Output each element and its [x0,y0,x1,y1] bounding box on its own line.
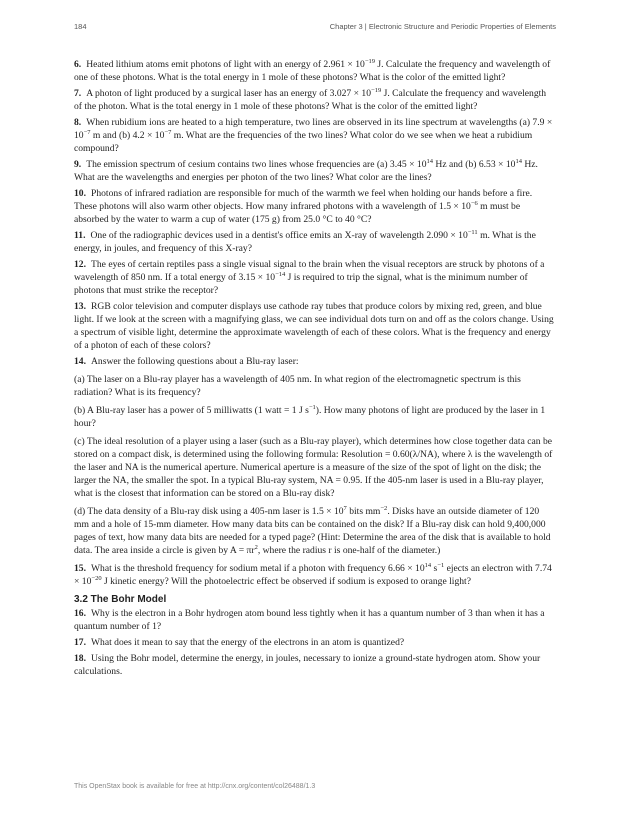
question-item [74,373,556,399]
question-number: 7. [74,88,82,99]
question-number: 13. [74,301,86,312]
superscript: −20 [91,575,102,582]
superscript: −14 [275,271,286,278]
superscript: 14 [426,158,434,165]
question-14-subparts [74,373,556,557]
question-number: 6. [74,59,82,70]
question-text: Using the Bohr model, determine the energy, in joules, necessary to ionize a ground-state hydrogen atom. Show your calculations. [74,653,541,677]
question-item [74,652,556,678]
superscript: 14 [515,158,522,165]
page-footer: This OpenStax book is available for free at http://cnx.org/content/col26488/1.3 [74,783,316,790]
question-item [74,355,556,368]
question-text: A photon of light produced by a surgical laser has an energy of $3.027 \times 10^{-19}$ J. Calculate the frequency and wavelength of the photon. What is the total energy in 1 mole of these photons? What is the color of the emitted light? [74,87,547,112]
question-text: The eyes of certain reptiles pass a single visual signal to the brain when the visual receptors are struck by photons of a wavelength of 850 nm. If a total energy of $3.15 \times 10^{-14}$ J is required to trip the signal, what is the minimum number of photons that must strike the receptor? [74,259,545,296]
question-number: 16. [74,608,86,619]
question-text: When rubidium ions are heated to a high temperature, two lines are observed in its line spectrum at wavelengths (a) $7.9 \times 10^{-7}$ m and (b) $4.2 \times 10^{-7}$ m. What are the frequencies of the two lines? What color do we see when we heat a rubidium compound? [74,117,553,154]
question-item [74,435,556,500]
question-text: One of the radiographic devices used in a dentist's office emits an X-ray of wavelength $2.090 \times 10^{-11}$ m. What is the energy, in joules, and frequency of this X-ray? [74,229,536,254]
superscript: −19 [364,58,375,65]
superscript: 7 [343,505,347,512]
question-item [74,636,556,649]
question-item [74,158,556,184]
question-item [74,87,556,113]
superscript: −1 [308,404,316,411]
superscript: 2 [254,544,258,551]
section-title: 3.2 The Bohr Model [74,594,167,605]
superscript: −7 [83,129,91,136]
superscript: 14 [424,562,432,569]
question-item [74,404,556,430]
superscript: −11 [467,229,478,236]
question-text: (d) The data density of a Blu-ray disk using a 405-nm laser is $1.5 \times 10^7$ bits $mm^{-2}$. Disks have an outside diameter of 120 mm and a hole of 15-mm diameter. How many data bits can be contained on the disk? If a Blu-ray disk can hold 9,400,000 pages of text, how many data bits are needed for a typed page? (Hint: Determine the area of the disk that is available to hold data. The area inside a circle is given by $A = \pi r^2$, where the radius r is one-half of the diameter.) [74,505,551,556]
question-number: 9. [74,159,82,170]
superscript: −19 [371,87,382,94]
question-item [74,505,556,557]
question-text: Heated lithium atoms emit photons of light with an energy of $2.961 \times 10^{-19}$ J. Calculate the frequency and wavelength of one of these photons. What is the total energy in 1 mole of these photons? What is the color of the emitted light? [74,58,551,83]
superscript: −2 [380,505,388,512]
question-item [74,116,556,155]
question-number: 15. [74,563,86,574]
question-text: What is the threshold frequency for sodium metal if a photon with frequency $6.66 \times 10^{14}$ $s^{-1}$ ejects an electron with $7.74 \times 10^{-20}$ J kinetic energy? Will the photoelectric effect be observed if sodium is exposed to orange light? [74,562,552,587]
question-text: (b) A Blu-ray laser has a power of 5 milliwatts (1 watt = 1 J $s^{-1}$). How many photons of light are produced by the laser in 1 hour? [74,404,546,429]
superscript: −6 [470,200,478,207]
question-number: 11. [74,230,86,241]
question-text: Photons of infrared radiation are responsible for much of the warmth we feel when holding our hands before a fire. These photons will also warm other objects. How many infrared photons with a wavelength of $1.5 \times 10^{-6}$ m must be absorbed by the water to warm a cup of water (175 g) from 25.0 °C to 40 °C? [74,188,533,225]
question-text: Why is the electron in a Bohr hydrogen atom bound less tightly when it has a quantum number of 3 than when it has a quantum number of 1? [74,608,545,632]
superscript: −1 [437,562,445,569]
question-text: (a) The laser on a Blu-ray player has a wavelength of 405 nm. In what region of the electromagnetic spectrum is this radiation? What is its frequency? [74,374,521,398]
question-item [74,300,556,352]
question-number: 17. [74,637,86,648]
question-number: 18. [74,653,86,664]
chapter-title: Chapter 3 | Electronic Structure and Periodic Properties of Elements [329,22,556,31]
question-item [74,229,556,255]
question-15 [74,562,556,588]
question-item [74,58,556,84]
question-number: 8. [74,117,82,128]
page-number: 184 [74,22,87,31]
question-text: RGB color television and computer displays use cathode ray tubes that produce colors by mixing red, green, and blue light. If we look at the screen with a magnifying glass, we can see individual dots turn on and off as the colors change. Using a spectrum of visible light, determine the approximate wavelength of each of these colors. What is the frequency and energy of a photon of each of these colors? [74,301,554,351]
question-text: Answer the following questions about a Blu-ray laser: [91,356,299,367]
superscript: −7 [164,129,172,136]
question-text: (c) The ideal resolution of a player using a laser (such as a Blu-ray player), which determines how close together data can be stored on a compact disk, is determined using the following formula: Resolution = 0.60(λ/NA), where λ is the wavelength of the laser and NA is the numerical aperture. Numerical aperture is a measure of the size of the spot of light on the disk; the larger the NA, the smaller the spot. In a typical Blu-ray system, NA = 0.95. If the 405-nm laser is used in a Blu-ray player, what is the closest that information can be stored on a Blu-ray disk? [74,436,553,499]
question-number: 10. [74,188,86,199]
question-item [74,562,556,588]
question-item [74,187,556,226]
question-list [74,58,556,368]
question-text: The emission spectrum of cesium contains two lines whose frequencies are (a) $3.45 \times 10^{14}$ Hz and (b) $6.53 \times 10^{14}$ Hz. What are the wavelengths and energies per photon of the two lines? What color are the lines? [74,158,538,183]
page-header [74,22,556,34]
question-item [74,258,556,297]
question-number: 14. [74,356,86,367]
question-item [74,607,556,633]
exercise-content [74,58,556,681]
question-number: 12. [74,259,86,270]
section-question-list [74,607,556,678]
question-text: What does it mean to say that the energy of the electrons in an atom is quantized? [91,637,405,648]
